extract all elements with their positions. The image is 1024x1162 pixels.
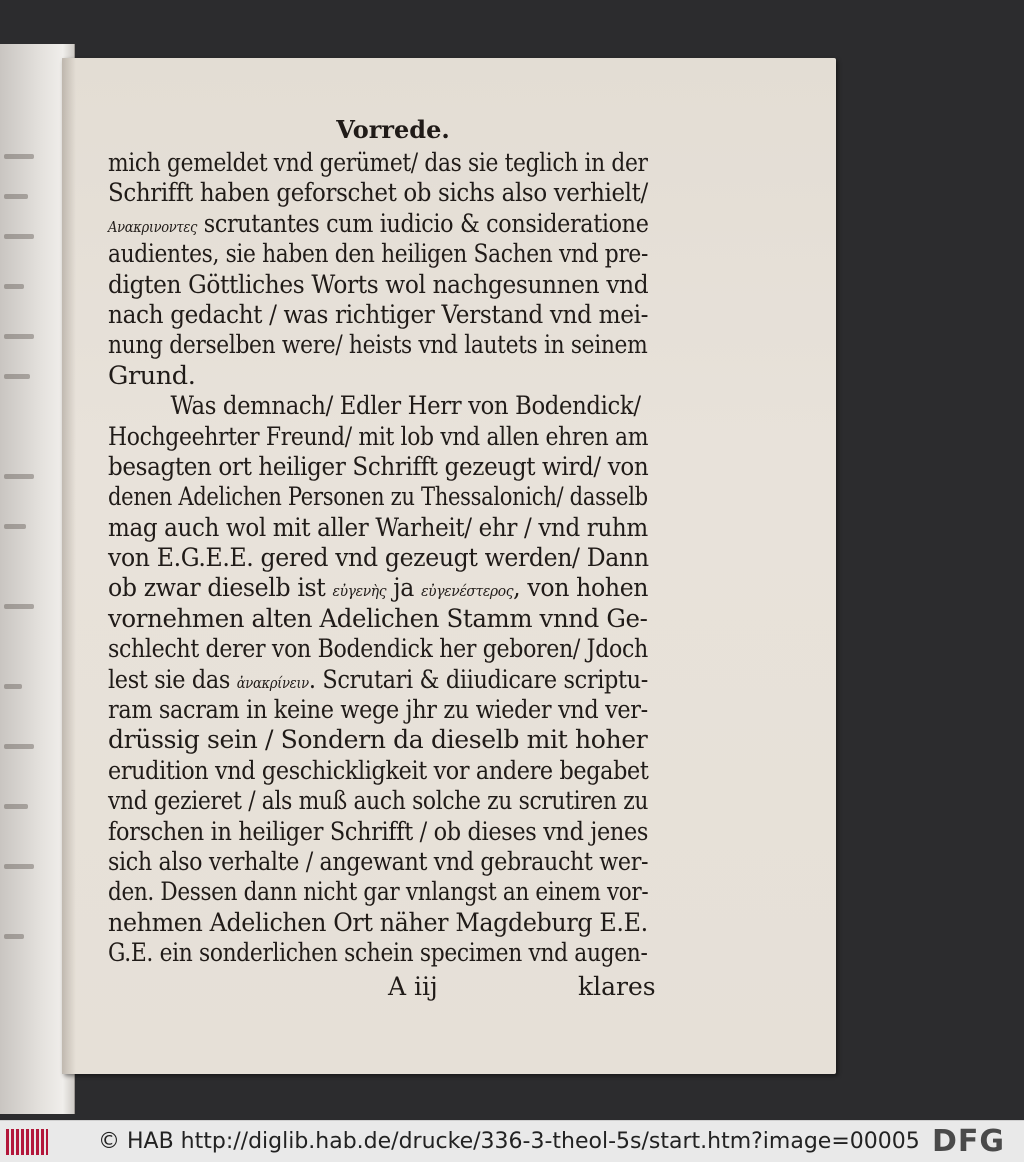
greek-word: Ανακρινοντες xyxy=(108,217,198,236)
running-header: Vorrede. xyxy=(336,115,450,144)
text-line: nach gedacht / was richtiger Verstand vnd mei- xyxy=(108,299,649,330)
text-line: mich gemeldet vnd gerümet/ das sie teglich in der xyxy=(108,148,648,178)
greek-word: εὐγενέστερος xyxy=(421,582,514,601)
text-lines xyxy=(108,148,648,969)
text-line: vornehmen alten Adelichen Stamm vnnd Ge- xyxy=(108,603,648,634)
dfg-logo: DFG xyxy=(932,1124,1006,1159)
viewer-footer xyxy=(0,1120,1024,1162)
text-line: denen Adelichen Personen zu Thessalonich/ dasselb xyxy=(108,482,648,513)
line-text: ob zwar dieselb ist xyxy=(108,573,333,604)
text-line: digten Göttliches Worts wol nachgesunnen vnd xyxy=(108,269,649,300)
barcode-icon xyxy=(6,1129,48,1155)
text-line: nung derselben were/ heists vnd lautets in seinem xyxy=(108,330,648,361)
text-line: sich also verhalte / angewant vnd gebraucht wer- xyxy=(108,846,649,877)
text-line: schlecht derer von Bodendick her geboren/ Jdoch xyxy=(108,634,648,665)
line-text: ja xyxy=(386,573,422,604)
latin-text: . Scrutari & diiudicare scriptu- xyxy=(308,664,648,695)
text-line: Was demnach/ Edler Herr von Bodendick/ xyxy=(170,391,641,422)
text-line: nehmen Adelichen Ort näher Magdeburg E.E. xyxy=(108,907,648,938)
text-line: besagten ort heiliger Schrifft gezeugt wird/ von xyxy=(108,451,649,482)
line-text: lest sie das xyxy=(108,664,237,695)
text-line: forschen in heiliger Schrifft / ob dieses vnd jenes xyxy=(108,816,649,847)
latin-text: scrutantes cum iudicio & consideratione xyxy=(197,208,649,239)
greek-word: ἀνακρίνειν xyxy=(236,673,309,692)
page-gutter-shadow xyxy=(62,58,76,1074)
text-line xyxy=(108,664,648,695)
text-line: den. Dessen dann nicht gar vnlangst an einem vor- xyxy=(108,877,649,908)
text-line: drüssig sein / Sondern da dieselb mit hoher xyxy=(108,725,648,756)
text-line: ram sacram in keine wege jhr zu wieder vnd ver- xyxy=(108,695,648,726)
text-line: Grund. xyxy=(108,360,196,391)
text-line: mag auch wol mit aller Warheit/ ehr / vnd ruhm xyxy=(108,512,648,543)
text-line xyxy=(108,573,649,604)
catchword: klares xyxy=(578,971,656,1001)
text-line: von E.G.E.E. gered vnd gezeugt werden/ Dann xyxy=(108,543,649,574)
text-line: G.E. ein sonderlichen schein specimen vnd augen- xyxy=(108,938,648,969)
line-text: , von hohen xyxy=(513,573,649,604)
text-line: Hochgeehrter Freund/ mit lob vnd allen ehren am xyxy=(108,421,649,452)
text-line xyxy=(108,208,649,239)
page-footer-line xyxy=(108,969,656,1005)
text-line: Schrifft haben geforschet ob sichs also verhielt/ xyxy=(108,178,648,209)
text-line: vnd gezieret / als muß auch solche zu scrutiren zu xyxy=(108,786,649,817)
text-line: erudition vnd geschickligkeit vor andere begabet xyxy=(108,755,649,786)
page-text xyxy=(108,112,656,1005)
signature-mark: A iij xyxy=(388,971,438,1001)
copyright-url[interactable]: © HAB http://diglib.hab.de/drucke/336-3-theol-5s/start.htm?image=00005 xyxy=(98,1129,920,1154)
text-line: audientes, sie haben den heiligen Sachen vnd pre- xyxy=(108,239,648,270)
greek-word: εὐγενὴς xyxy=(332,582,387,601)
